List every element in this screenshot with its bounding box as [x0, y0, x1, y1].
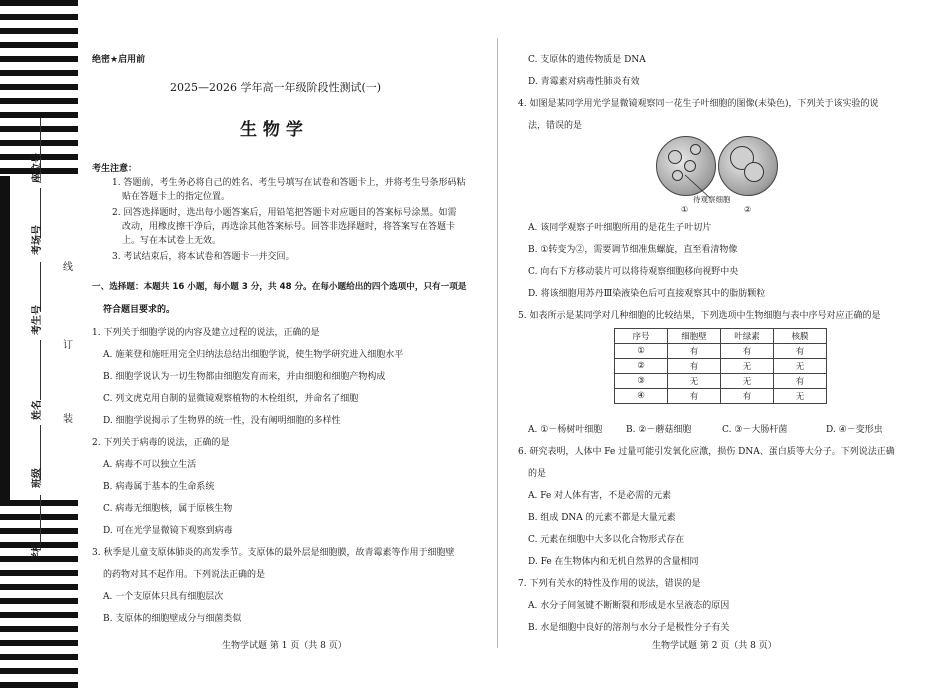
- option: B. 支原体的细胞壁成分与细菌类似: [103, 614, 242, 624]
- option: A. Fe 对人体有害，不是必需的元素: [528, 491, 672, 501]
- cell: [744, 162, 764, 182]
- section-heading: 一、选择题：本题共 16 小题，每小题 3 分，共 48 分。在每小题给出的四个选项中，只有一项是: [92, 282, 467, 292]
- option: A. 水分子间氢键不断断裂和形成是水呈液态的原因: [528, 601, 730, 611]
- cut-mark-pack: 装: [63, 414, 73, 425]
- page-footer: 生物学试题 第 2 页（共 8 页）: [652, 641, 777, 651]
- cell: [668, 150, 682, 164]
- option: A. ①－杨树叶细胞: [528, 425, 603, 435]
- comparison-table: [614, 328, 827, 404]
- field-name: 姓名: [32, 400, 43, 420]
- table-cell: ①: [615, 344, 668, 359]
- figure-mark-1: ①: [681, 205, 689, 214]
- cut-mark-line: 线: [63, 262, 73, 273]
- option: D. 细胞学说揭示了生物界的统一性，没有阐明细胞的多样性: [103, 416, 341, 426]
- option: B. 水是细胞中良好的溶剂与水分子是极性分子有关: [528, 623, 730, 633]
- question-stem: 2. 下列关于病毒的说法，正确的是: [92, 438, 230, 448]
- table-cell: 有: [721, 344, 774, 359]
- notice-line: 上。写在本试卷上无效。: [122, 236, 222, 246]
- question-stem: 的药物对其不起作用。下列说法正确的是: [103, 570, 266, 580]
- option: B. 细胞学说认为一切生物都由细胞发育而来，并由细胞和细胞产物构成: [103, 372, 386, 382]
- option: A. 病毒不可以独立生活: [103, 460, 197, 470]
- table-header: 序号: [615, 329, 668, 344]
- table-cell: ②: [615, 359, 668, 374]
- cut-mark-bind: 订: [63, 340, 73, 351]
- notice-title: 考生注意：: [92, 164, 138, 174]
- subject-title: 生 物 学: [240, 120, 303, 140]
- option: D. 青霉素对病毒性肺炎有效: [528, 77, 640, 87]
- option: C. 元素在细胞中大多以化合物形式存在: [528, 535, 685, 545]
- notice-line: 改动，用橡皮擦干净后，再选涂其他答案标号。回答非选择题时，将答案写在答题卡: [122, 222, 456, 232]
- option: D. Fe 在生物体内和无机自然界的含量相同: [528, 557, 699, 567]
- table-header: 叶绿素: [721, 329, 774, 344]
- table-header-row: [615, 329, 827, 344]
- field-room: 考场号: [32, 225, 43, 255]
- option: C. 病毒无细胞核，属于原核生物: [103, 504, 233, 514]
- option: A. 施莱登和施旺用完全归纳法总结出细胞学说，使生物学研究进入细胞水平: [103, 350, 404, 360]
- binding-margin: [0, 0, 120, 688]
- table-header: 细胞壁: [668, 329, 721, 344]
- question-stem: 3. 秋季是儿童支原体肺炎的高发季节。支原体的最外层是细胞膜，故青霉素等作用于细胞壁: [92, 548, 455, 558]
- option: C. 向右下方移动装片可以将待观察细胞移向视野中央: [528, 267, 739, 277]
- question-stem: 法，错误的是: [528, 121, 583, 131]
- notice-line: 贴在答题卡上的指定位置。: [122, 192, 231, 202]
- table-cell: 无: [774, 359, 827, 374]
- table-cell: 有: [668, 359, 721, 374]
- option: C. 支原体的遗传物质是 DNA: [528, 55, 646, 65]
- table-cell: 有: [721, 389, 774, 404]
- secret-label: 绝密★启用前: [92, 55, 146, 65]
- page-divider: [497, 38, 498, 648]
- option: D. 可在光学显微镜下观察到病毒: [103, 526, 233, 536]
- option: A. 一个支原体只具有细胞层次: [103, 592, 224, 602]
- table-cell: 无: [721, 374, 774, 389]
- option: B. ①转变为②，需要调节细准焦螺旋，直至看清物像: [528, 245, 738, 255]
- option: A. 该同学观察子叶细胞所用的是花生子叶切片: [528, 223, 712, 233]
- table-cell: ③: [615, 374, 668, 389]
- option: B. 病毒属于基本的生命系统: [103, 482, 215, 492]
- table-cell: 有: [774, 374, 827, 389]
- page-footer: 生物学试题 第 1 页（共 8 页）: [222, 641, 347, 651]
- table-cell: ④: [615, 389, 668, 404]
- field-seat: 座位号: [32, 153, 43, 183]
- field-student-no: 考生号: [32, 305, 43, 335]
- table-cell: 有: [774, 344, 827, 359]
- field-school: 学校: [32, 542, 43, 562]
- exam-title: 2025—2026 学年高一年级阶段性测试(一): [170, 81, 382, 94]
- option: B. 组成 DNA 的元素不都是大量元素: [528, 513, 676, 523]
- notice-line: 1. 答题前，考生务必将自己的姓名、考生号填写在试卷和答题卡上，并将考生号条形码粘: [112, 178, 466, 188]
- figure-mark-2: ②: [744, 205, 752, 214]
- cell: [690, 144, 701, 155]
- table-cell: 有: [668, 344, 721, 359]
- table-cell: 无: [668, 374, 721, 389]
- notice-line: 3. 考试结束后，将本试卷和答题卡一并交回。: [112, 252, 295, 262]
- option: C. ③－大肠杆菌: [722, 425, 788, 435]
- table-cell: 无: [721, 359, 774, 374]
- section-heading-cont: 符合题目要求的。: [103, 305, 176, 315]
- table-cell: 有: [668, 389, 721, 404]
- question-stem: 的是: [528, 469, 547, 479]
- question-stem: 4. 如图是某同学用光学显微镜观察同一花生子叶细胞的图像(未染色)，下列关于该实验的说: [518, 99, 879, 109]
- question-stem: 1. 下列关于细胞学说的内容及建立过程的说法，正确的是: [92, 328, 320, 338]
- option: D. 将该细胞用苏丹Ⅲ染液染色后可直接观察其中的脂肪颗粒: [528, 289, 766, 299]
- question-stem: 7. 下列有关水的特性及作用的说法，错误的是: [518, 579, 701, 589]
- table-row: [615, 359, 827, 374]
- question-stem: 6. 研究表明，人体中 Fe 过量可能引发氧化应激，损伤 DNA、蛋白质等大分子。下列说法正确: [518, 447, 895, 457]
- table-row: [615, 374, 827, 389]
- table-row: [615, 389, 827, 404]
- option: D. ④－变形虫: [826, 425, 883, 435]
- table-row: [615, 344, 827, 359]
- option: C. 列文虎克用自制的显微镜观察植物的木栓组织，并命名了细胞: [103, 394, 359, 404]
- option: B. ②－蘑菇细胞: [626, 425, 692, 435]
- figure-label: 待观察细胞: [693, 195, 731, 204]
- table-header: 核膜: [774, 329, 827, 344]
- question-stem: 5. 如表所示是某同学对几种细胞的比较结果，下列选项中生物细胞与表中序号对应正确的是: [518, 311, 881, 321]
- notice-line: 2. 回答选择题时，选出每小题答案后，用铅笔把答题卡对应题目的答案标号涂黑。如需: [112, 208, 457, 218]
- table-cell: 无: [774, 389, 827, 404]
- field-class: 班级: [32, 468, 43, 488]
